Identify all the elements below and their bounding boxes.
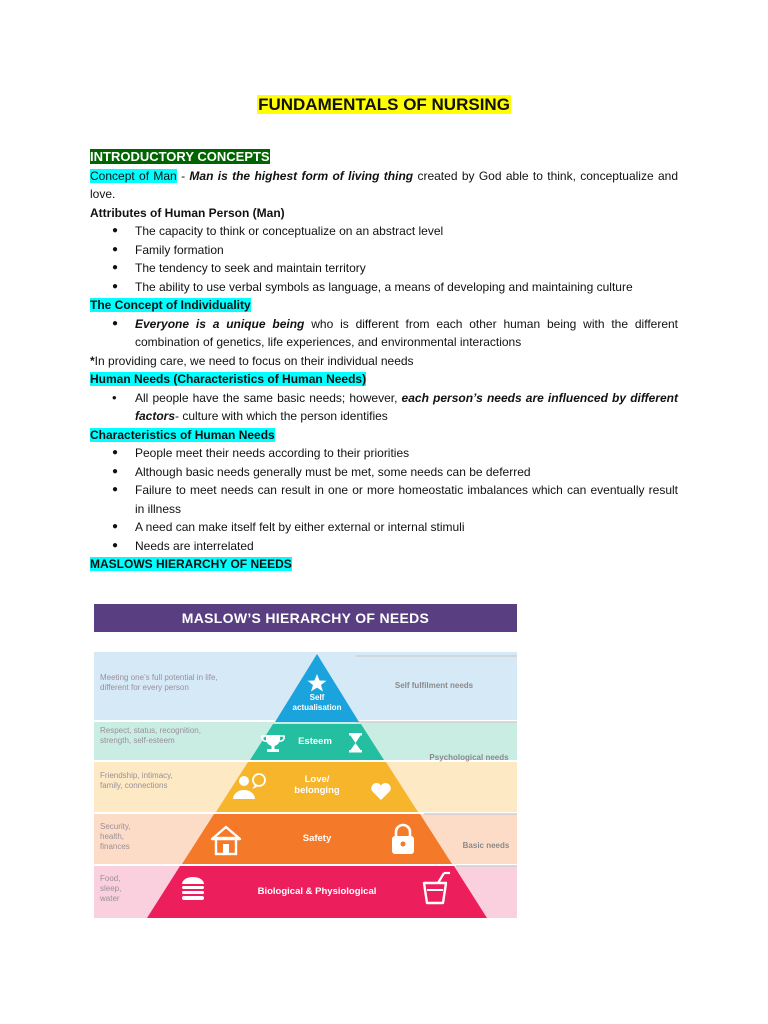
list-item: ● Although basic needs generally must be met, some needs can be deferred — [90, 463, 678, 482]
list-item: ● A need can make itself felt by either external or internal stimuli — [90, 518, 678, 537]
list-item: ● Failure to meet needs can result in one or more homeostatic imbalances which can eventually result in illness — [90, 481, 678, 518]
tier-label-esteem: Esteem — [298, 736, 332, 747]
list-item: ● Needs are interrelated — [90, 537, 678, 556]
tier-label-self: Self actualisation — [292, 693, 342, 712]
list-item: ● The ability to use verbal symbols as language, a means of developing and maintaining culture — [90, 278, 678, 297]
individuality-list — [90, 315, 678, 352]
individuality-heading: The Concept of Individuality — [90, 298, 251, 312]
desc-esteem: Respect, status, recognition, strength, self-esteem — [100, 726, 201, 745]
label-psychological: Psychological needs — [429, 753, 509, 762]
tier-label-safety: Safety — [302, 833, 332, 844]
burger-icon — [182, 877, 204, 900]
list-item: ● People meet their needs according to their priorities — [90, 444, 678, 463]
list-item: ● Family formation — [90, 241, 678, 260]
text-body — [90, 148, 678, 574]
desc-safety: Security, health, finances — [100, 822, 131, 851]
list-item: ● The capacity to think or conceptualize on an abstract level — [90, 222, 678, 241]
characteristics-heading: Characteristics of Human Needs — [90, 427, 275, 442]
pyramid — [94, 604, 517, 930]
human-needs-heading: Human Needs (Characteristics of Human Needs) — [90, 372, 367, 386]
desc-self: Meeting one’s full potential in life, different for every person — [100, 673, 218, 692]
attributes-list — [90, 222, 678, 296]
maslow-hierarchy-graphic — [94, 604, 517, 930]
desc-bio: Food, sleep, water — [100, 874, 122, 903]
concept-of-man-paragraph: Concept of Man - Man is the highest form of living thing created by God able to think, conceptualize and love. — [90, 168, 678, 201]
list-item: ● Everyone is a unique being who is different from each other human being with the different combination of genetics, life experiences, and environmental interactions — [90, 315, 678, 352]
label-basic: Basic needs — [462, 841, 510, 850]
desc-love: Friendship, intimacy, family, connections — [100, 771, 173, 790]
maslow-heading: MASLOWS HIERARCHY OF NEEDS — [90, 557, 292, 571]
human-needs-list — [90, 389, 678, 426]
concept-of-man-label: Concept of Man — [90, 168, 177, 183]
individuality-note: *In providing care, we need to focus on their individual needs — [90, 353, 414, 368]
list-item: ● The tendency to seek and maintain territory — [90, 259, 678, 278]
page-title: FUNDAMENTALS OF NURSING — [258, 95, 510, 114]
characteristics-list — [90, 444, 678, 555]
label-self-fulfilment: Self fulfilment needs — [394, 681, 474, 690]
attributes-heading: Attributes of Human Person (Man) — [90, 205, 285, 220]
maslow-graphic-title: MASLOW’S HIERARCHY OF NEEDS — [94, 604, 517, 632]
tier-label-bio: Biological & Physiological — [257, 886, 377, 897]
introductory-concepts-heading: INTRODUCTORY CONCEPTS — [90, 149, 270, 164]
tier-label-love: Love/ belonging — [294, 774, 340, 796]
list-item: • All people have the same basic needs; however, each person’s needs are influenced by different factors- culture with which the person identifies — [90, 389, 678, 426]
